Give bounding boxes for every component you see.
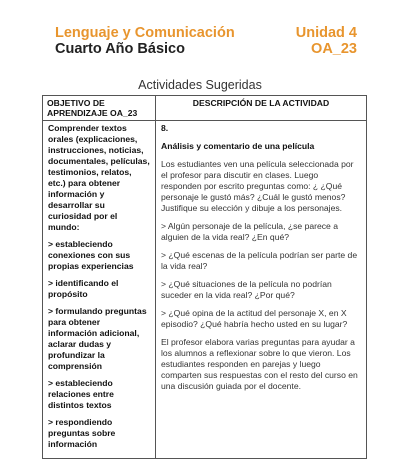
table-row xyxy=(43,121,367,459)
activity-paragraph: > ¿Qué escenas de la película podrían ser parte de la vida real? xyxy=(161,250,358,271)
activity-column-header: DESCRIPCIÓN DE LA ACTIVIDAD xyxy=(156,96,367,121)
objective-item: Comprender textos orales (explicaciones, instrucciones, noticias, documentales, películas, testimonios, relatos, etc.) para obtener información y desarrollar su curiosidad por el mundo: xyxy=(48,123,150,232)
objective-item: > identificando el propósito xyxy=(48,278,119,299)
section-title: Actividades Sugeridas xyxy=(138,78,262,92)
activity-cell xyxy=(156,121,367,459)
oa-code: OA_23 xyxy=(311,41,357,57)
table-header-row xyxy=(43,96,367,121)
activity-paragraph: Los estudiantes ven una película seleccionada por el profesor para discutir en clases. Luego responden por escrito preguntas como: ¿ ¿Qué personaje le gustó más? ¿Cuál le gustó menos? Justifique su elección y dibuje a los personajes. xyxy=(161,159,354,213)
header-right xyxy=(296,25,357,57)
activity-number: 8. xyxy=(161,123,169,133)
activity-paragraph: > Algún personaje de la película, ¿se parece a alguien de la vida real? ¿En qué? xyxy=(161,221,339,242)
grade-title: Cuarto Año Básico xyxy=(55,41,185,57)
activity-paragraph: > ¿Qué situaciones de la película no podrían suceder en la vida real? ¿Por qué? xyxy=(161,279,332,300)
objective-column-header: OBJETIVO DE APRENDIZAJE OA_23 xyxy=(43,96,156,121)
activity-paragraph: > ¿Qué opina de la actitud del personaje X, en X episodio? ¿Qué habría hecho usted en su lugar? xyxy=(161,308,348,329)
activity-paragraph: El profesor elabora varias preguntas para ayudar a los alumnos a reflexionar sobre lo que vieron. Los estudiantes responden en parejas y luego comparten sus respuestas con el resto del curso en una discusión guiada por el docente. xyxy=(161,337,358,391)
subject-title: Lenguaje y Comunicación xyxy=(55,25,235,41)
activity-title: Análisis y comentario de una película xyxy=(161,141,315,151)
objective-item: > formulando preguntas para obtener información adicional, aclarar dudas y profundizar la comprensión xyxy=(48,306,147,371)
unit-label: Unidad 4 xyxy=(295,25,357,41)
activities-table xyxy=(42,95,367,459)
objective-item: > estableciendo conexiones con sus propias experiencias xyxy=(48,239,134,271)
objective-cell xyxy=(43,121,156,459)
objective-item: > estableciendo relaciones entre distintos textos xyxy=(48,378,114,410)
header-left xyxy=(55,25,235,57)
objective-item: > respondiendo preguntas sobre información xyxy=(48,417,116,449)
